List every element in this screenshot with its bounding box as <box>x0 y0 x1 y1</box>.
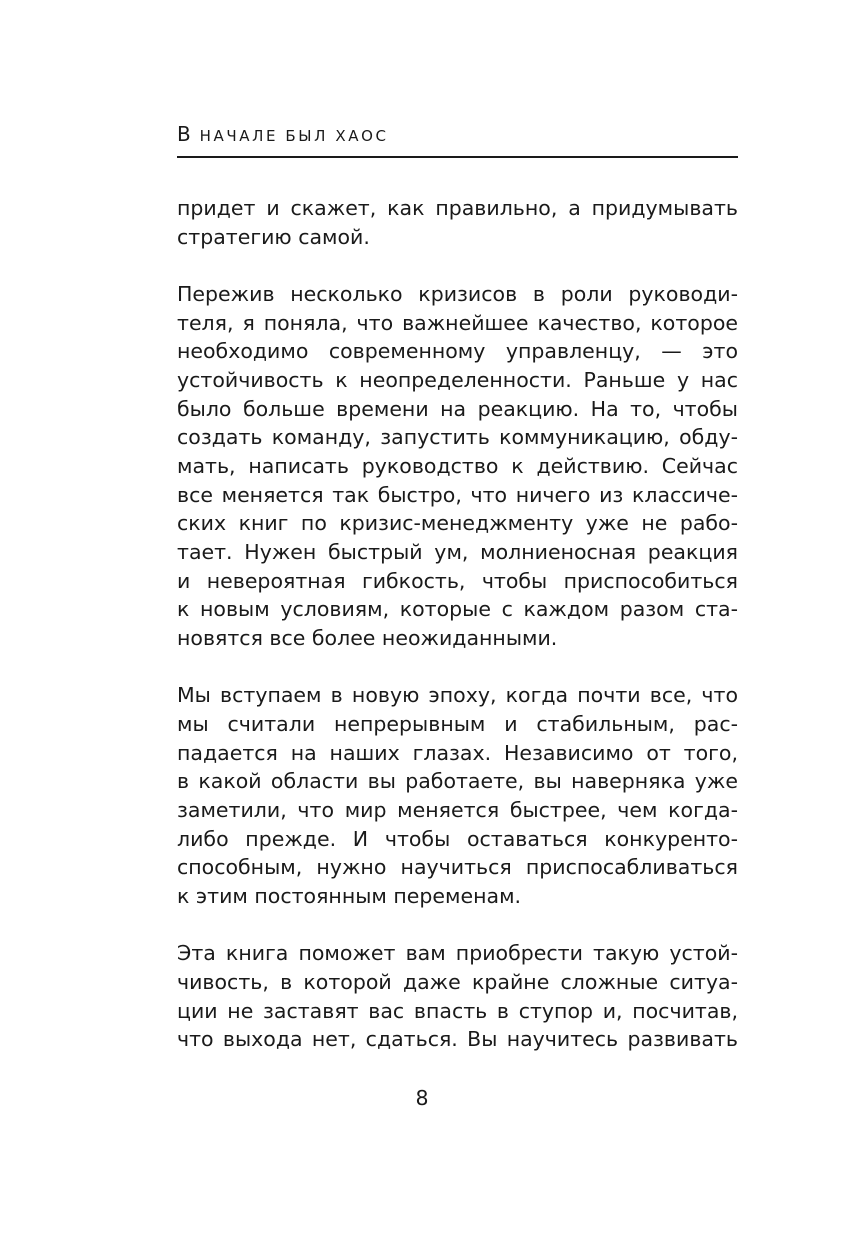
paragraph-1 <box>177 194 738 251</box>
text-line: либо прежде. И чтобы оставаться конкуренто- <box>177 826 738 851</box>
text-line: новятся все более неожиданными. <box>177 626 558 651</box>
running-head-title: НАЧАЛЕ БЫЛ ХАОС <box>192 127 389 145</box>
text-line: все меняется так быстро, что ничего из классиче- <box>177 482 738 507</box>
text-line: ции не заставят вас впасть в ступор и, посчитав, <box>177 998 738 1023</box>
running-head <box>177 122 389 148</box>
text-line: было больше времени на реакцию. На то, чтобы <box>177 396 738 421</box>
page-number: 8 <box>415 1086 429 1110</box>
text-line: и невероятная гибкость, чтобы приспособиться <box>177 568 738 593</box>
text-line: устойчивость к неопределенности. Раньше у нас <box>177 367 738 392</box>
text-line: способным, нужно научиться приспосабливаться <box>177 855 738 880</box>
text-line: мы считали непрерывным и стабильным, рас- <box>177 712 738 736</box>
header-divider <box>177 156 738 158</box>
text-line: заметили, что мир меняется быстрее, чем когда- <box>177 798 738 823</box>
body-text <box>177 194 738 1054</box>
running-head-initial: В <box>177 122 193 146</box>
text-line: необходимо современному управленцу, — это <box>177 339 738 364</box>
text-line: Эта книга поможет вам приобрести такую устой- <box>177 941 738 966</box>
text-line: падается на наших глазах. Независимо от того, <box>177 740 738 765</box>
text-line: чивость, в которой даже крайне сложные ситуа- <box>177 970 738 994</box>
text-line: к новым условиям, которые с каждом разом ста- <box>177 597 738 622</box>
text-line: придет и скажет, как правильно, а придумывать <box>177 196 738 220</box>
text-line: что выхода нет, сдаться. Вы научитесь развивать <box>177 1027 738 1052</box>
paragraph-2 <box>177 280 738 653</box>
text-line: Пережив несколько кризисов в роли руководи- <box>177 281 738 306</box>
text-line: Мы вступаем в новую эпоху, когда почти все, что <box>177 683 738 708</box>
text-line: стратегию самой. <box>177 224 370 249</box>
text-line: теля, я поняла, что важнейшее качество, которое <box>177 310 738 335</box>
paragraph-4 <box>177 939 738 1054</box>
text-line: тает. Нужен быстрый ум, молниеносная реакция <box>177 540 738 565</box>
paragraph-3 <box>177 681 738 911</box>
text-line: к этим постоянным переменам. <box>177 884 522 909</box>
text-line: ских книг по кризис-менеджменту уже не рабо- <box>177 511 738 536</box>
text-line: мать, написать руководство к действию. Сейчас <box>177 454 738 478</box>
text-line: создать команду, запустить коммуникацию, обду- <box>177 425 738 450</box>
text-line: в какой области вы работаете, вы наверняка уже <box>177 769 738 794</box>
